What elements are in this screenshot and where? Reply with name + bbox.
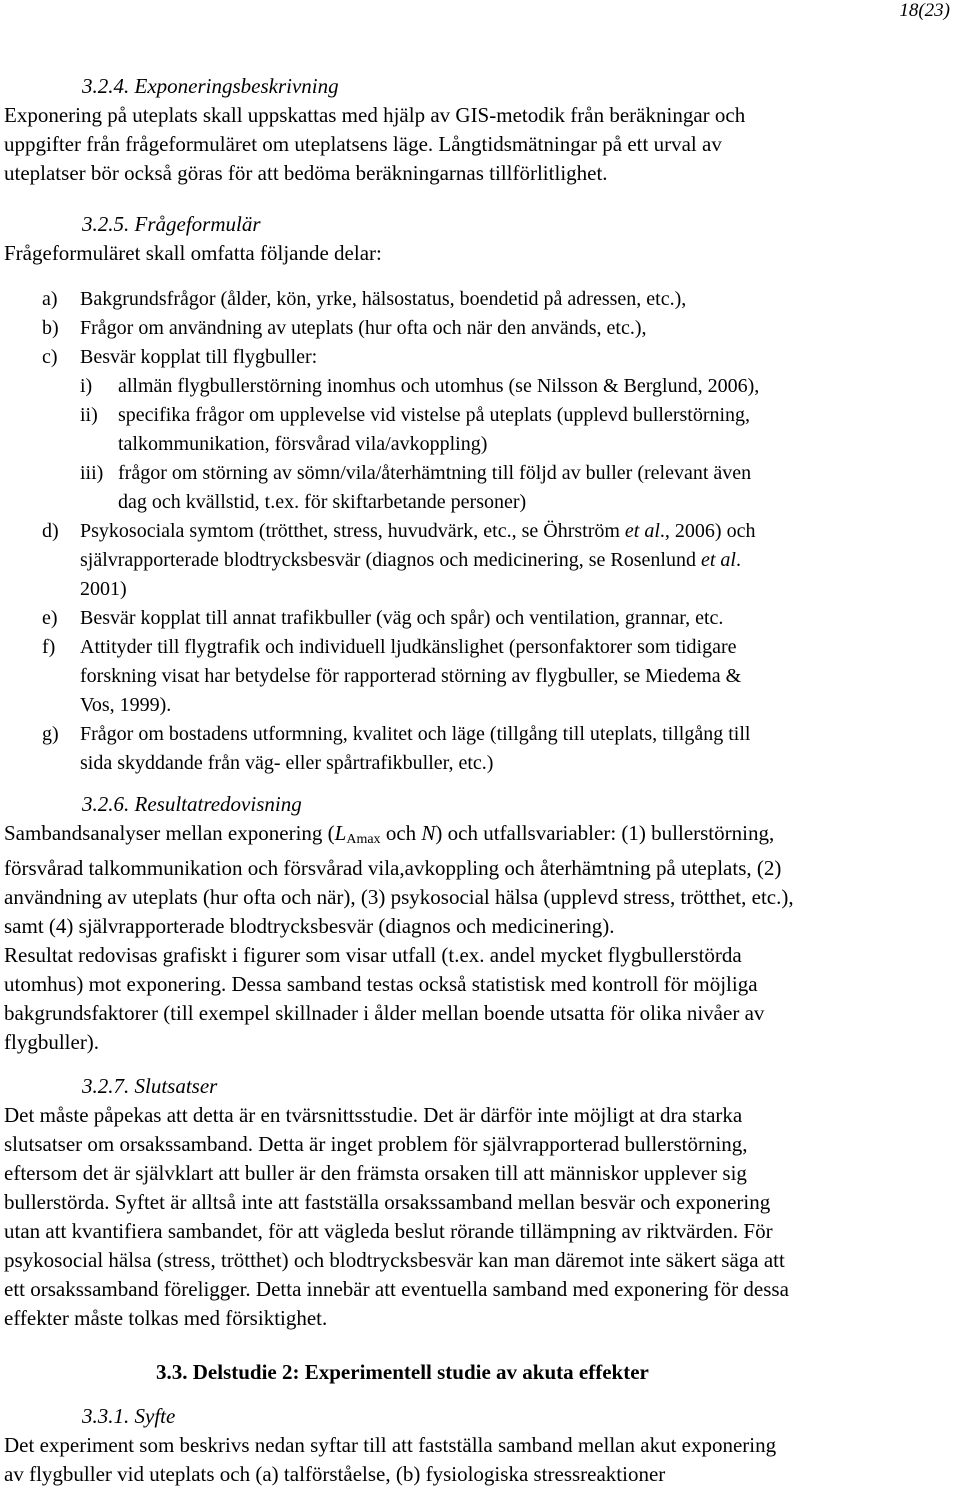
section-heading: 3.3.1. Syfte — [82, 1404, 176, 1428]
paragraph-line: utan att kvantifiera sambandet, för att vägleda beslut rörande tillämpning av riktvärden. För — [4, 1219, 773, 1243]
paragraph-line: uteplatser bör också göras för att bedöma beräkningarnas tillförlitlighet. — [4, 161, 608, 185]
list-text: specifika frågor om upplevelse vid vistelse på uteplats (upplevd bullerstörning, — [118, 404, 751, 426]
list-label: ii) — [80, 404, 98, 426]
list-text: Besvär kopplat till flygbuller: — [80, 346, 318, 368]
list-continuation — [42, 546, 948, 575]
section-heading: 3.2.5. Frågeformulär — [82, 212, 261, 236]
list-text: Attityder till flygtrafik och individuell ljudkänslighet (personfaktorer som tidigare — [80, 636, 737, 658]
list-label: c) — [42, 346, 58, 368]
sub-list-item — [42, 459, 948, 488]
paragraph-line: Det experiment som beskrivs nedan syftar till att fastställa samband mellan akut exponering — [4, 1433, 777, 1457]
list-text: frågor om störning av sömn/vila/återhämtning till följd av buller (relevant även — [118, 462, 752, 484]
list-label: b) — [42, 317, 59, 339]
list-label: e) — [42, 607, 58, 629]
list-item — [42, 720, 948, 749]
list-label: f) — [42, 636, 56, 658]
list-label: iii) — [80, 462, 104, 484]
section-heading: 3.2.4. Exponeringsbeskrivning — [82, 74, 339, 98]
list-text: sida skyddande från väg- eller spårtrafikbuller, etc.) — [80, 752, 494, 774]
paragraph-line: flygbuller). — [4, 1030, 100, 1054]
list-text: forskning visat har betydelse för rapporterad störning av flygbuller, se Miedema & — [80, 665, 742, 687]
paragraph-line: bakgrundsfaktorer (till exempel skillnader i ålder mellan boende utsatta för olika nivåer av — [4, 1001, 765, 1025]
paragraph-line: eftersom det är självklart att buller är den främsta orsaken till att människor upplever sig — [4, 1161, 747, 1185]
section-heading: 3.2.7. Slutsatser — [82, 1074, 218, 1098]
paragraph-line: Det måste påpekas att detta är en tvärsnittsstudie. Det är därför inte möjligt at dra starka — [4, 1103, 743, 1127]
paragraph-line: ett orsakssamband föreligger. Detta innebär att eventuella samband med exponering för dessa — [4, 1277, 789, 1301]
list-label: g) — [42, 723, 59, 745]
sub-list-item — [42, 401, 948, 430]
list-label: d) — [42, 520, 59, 542]
list-text: Vos, 1999). — [80, 694, 172, 716]
paragraph-line: av flygbuller vid uteplats och (a) talförståelse, (b) fysiologiska stressreaktioner — [4, 1462, 666, 1486]
page-number: 18(23) — [899, 0, 950, 21]
list-text: dag och kvällstid, t.ex. för skiftarbetande personer) — [118, 491, 527, 513]
section-3-2-4 — [4, 72, 948, 188]
sub-list-continuation — [42, 488, 948, 517]
list-text: talkommunikation, försvårad vila/avkoppling) — [118, 433, 488, 455]
paragraph-line: användning av uteplats (hur ofta och när), (3) psykosocial hälsa (upplevd stress, trötthet, etc.), — [4, 885, 794, 909]
list-text: Psykosociala symtom (trötthet, stress, huvudvärk, etc., se Öhrström et al., 2006) och — [80, 520, 756, 542]
paragraph-line: slutsatser om orsakssamband. Detta är inget problem för självrapporterad bullerstörning, — [4, 1132, 748, 1156]
paragraph-line: Sambandsanalyser mellan exponering ($L_{Amax}$ och N) och utfallsvariabler: (1) bullerstörning, — [4, 821, 775, 847]
list-item — [42, 285, 948, 314]
list-item — [42, 314, 948, 343]
list-item — [42, 343, 948, 372]
section-3-3 — [156, 1358, 948, 1387]
paragraph-line: försvårad talkommunikation och försvårad vila,avkoppling och återhämtning på uteplats, (2) — [4, 856, 782, 880]
list-continuation — [42, 575, 948, 604]
questionnaire-list — [42, 285, 948, 778]
list-text: Frågor om bostadens utformning, kvalitet och läge (tillgång till uteplats, tillgång till — [80, 723, 751, 745]
list-text: 2001) — [80, 578, 127, 600]
sub-list-continuation — [42, 430, 948, 459]
list-text: Frågor om användning av uteplats (hur ofta och när den används, etc.), — [80, 317, 647, 339]
list-label: a) — [42, 288, 58, 310]
section-3-2-5 — [4, 210, 948, 268]
section-heading: 3.3. Delstudie 2: Experimentell studie av akuta effekter — [156, 1360, 649, 1384]
paragraph-line: samt (4) självrapporterade blodtrycksbesvär (diagnos och medicinering). — [4, 914, 615, 938]
paragraph-line: effekter måste tolkas med försiktighet. — [4, 1306, 328, 1330]
paragraph-line: psykosocial hälsa (stress, trötthet) och blodtrycksbesvär kan man däremot inte säkert säga att — [4, 1248, 785, 1272]
list-item — [42, 604, 948, 633]
list-continuation — [42, 749, 948, 778]
paragraph-line: utomhus) mot exponering. Dessa samband testas också statistisk med kontroll för möjliga — [4, 972, 758, 996]
list-text: Besvär kopplat till annat trafikbuller (väg och spår) och ventilation, grannar, etc. — [80, 607, 724, 629]
paragraph-line: uppgifter från frågeformuläret om uteplatsens läge. Långtidsmätningar på ett urval av — [4, 132, 722, 156]
list-text: allmän flygbullerstörning inomhus och utomhus (se Nilsson & Berglund, 2006), — [118, 375, 760, 397]
section-3-2-6 — [4, 790, 948, 1057]
list-text: Bakgrundsfrågor (ålder, kön, yrke, hälsostatus, boendetid på adressen, etc.), — [80, 288, 687, 310]
list-continuation — [42, 662, 948, 691]
section-3-2-7 — [4, 1072, 948, 1333]
list-item — [42, 517, 948, 546]
section-intro: Frågeformuläret skall omfatta följande delar: — [4, 241, 382, 265]
section-heading: 3.2.6. Resultatredovisning — [82, 792, 302, 816]
paragraph-line: Resultat redovisas grafiskt i figurer som visar utfall (t.ex. andel mycket flygbullerstörda — [4, 943, 742, 967]
sub-list-item — [42, 372, 948, 401]
list-continuation — [42, 691, 948, 720]
list-label: i) — [80, 375, 93, 397]
section-3-3-1 — [4, 1402, 948, 1489]
list-text: självrapporterade blodtrycksbesvär (diagnos och medicinering, se Rosenlund et al. — [80, 549, 741, 571]
list-item — [42, 633, 948, 662]
paragraph-line: bullerstörda. Syftet är alltså inte att fastställa orsakssamband mellan besvär och exponering — [4, 1190, 771, 1214]
paragraph-line: Exponering på uteplats skall uppskattas med hjälp av GIS-metodik från beräkningar och — [4, 103, 746, 127]
